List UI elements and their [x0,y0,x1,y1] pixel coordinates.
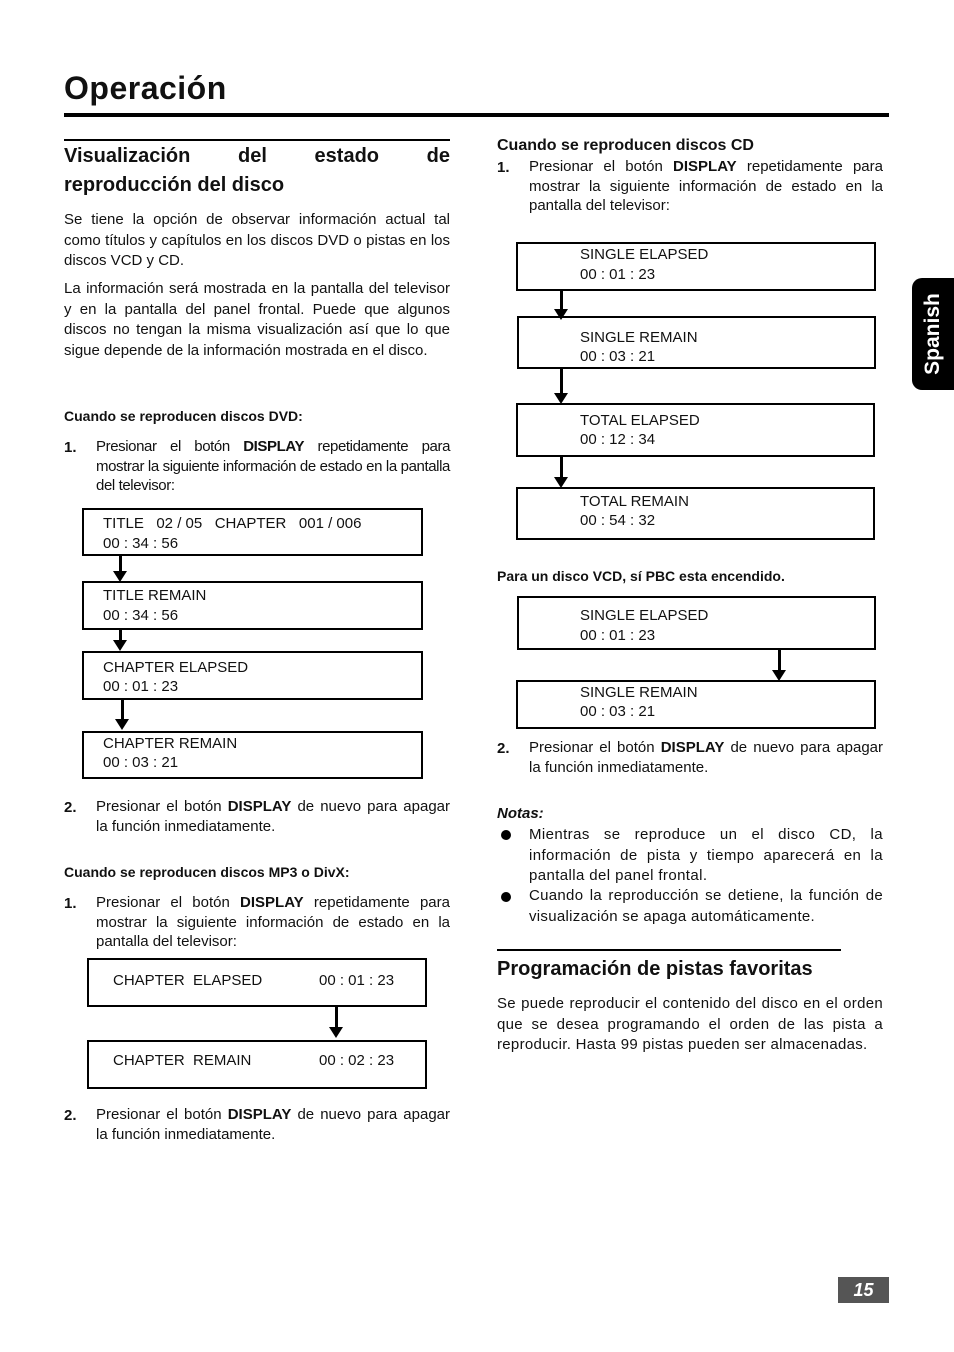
cd-status-box: SINGLE REMAIN 00 : 03 : 21 [517,316,876,369]
cd-step1-text: Presionar el botón DISPLAY repetidamente para mostrar la siguiente información de estado en la pantalla del televisor: [529,158,883,214]
note-item: Mientras se reproduce un el disco CD, la información de pista y tiempo aparecerá en la pantalla del panel frontal. [529,826,883,884]
mp3-step1-text: Presionar el botón DISPLAY repetidamente para mostrar la siguiente información de estado en la pantalla del televisor: [96,894,450,950]
page-title: Operación [64,70,227,106]
arrow-down-icon [329,1007,343,1038]
mp3-step2-text: Presionar el botón DISPLAY de nuevo para apagar la función inmediatamente. [96,1106,451,1143]
dvd-step2-text: Presionar el botón DISPLAY de nuevo para apagar la función inmediatamente. [96,798,451,835]
arrow-down-icon [115,700,129,730]
dvd-status-box: CHAPTER REMAIN 00 : 03 : 21 [82,731,423,779]
vcd-step2-text: Presionar el botón DISPLAY de nuevo para apagar la función inmediatamente. [529,739,884,776]
cd-status-box: TOTAL REMAIN 00 : 54 : 32 [516,487,875,540]
display-info-paragraph: La información será mostrada en la pantalla del televisor y en la pantalla del panel frontal. Puede que algunos discos no tengan la misma visualización así que lo que sigue depende de la información mostrada en el disco. [64,280,450,359]
mp3-step2-number: 2. [64,1107,77,1124]
cd-step1-number: 1. [497,159,510,176]
arrow-down-icon [113,556,127,582]
favorites-heading: Programación de pistas favoritas [497,958,813,980]
arrow-down-icon [772,650,786,681]
cd-status-box: TOTAL ELAPSED 00 : 12 : 34 [516,403,875,457]
mp3-subheading: Cuando se reproducen discos MP3 o DivX: [64,864,350,880]
dvd-step2-number: 2. [64,799,77,816]
dvd-subheading: Cuando se reproducen discos DVD: [64,408,303,424]
page-number: 15 [838,1277,889,1303]
mp3-status-box: CHAPTER ELAPSED 00 : 01 : 23 [87,958,427,1007]
notes-heading: Notas: [497,805,544,822]
dvd-status-box: CHAPTER ELAPSED 00 : 01 : 23 [82,651,423,700]
dvd-status-box: TITLE REMAIN 00 : 34 : 56 [82,581,423,630]
mp3-status-box: CHAPTER REMAIN 00 : 02 : 23 [87,1040,427,1089]
arrow-down-icon [554,369,568,404]
display-heading-line2: reproducción del disco [64,174,285,196]
vcd-subheading: Para un disco VCD, sí PBC esta encendido. [497,568,785,584]
language-tab-label: Spanish [921,293,944,375]
arrow-down-icon [113,630,127,651]
display-intro-paragraph: Se tiene la opción de observar información actual tal como títulos y capítulos en los discos DVD o pistas en los discos VCD y CD. [64,211,450,269]
dvd-step1-text: Presionar el botón DISPLAY repetidamente para mostrar la siguiente información de estado en la pantalla del televisor: [96,438,451,494]
bullet-icon [501,892,511,902]
display-heading-line1: Visualización del estado de [64,145,450,167]
vcd-step2-number: 2. [497,740,510,757]
vcd-status-box: SINGLE REMAIN 00 : 03 : 21 [516,680,876,729]
section-rule-display [64,139,450,141]
section-rule-favorites [497,949,841,951]
dvd-status-box: TITLE 02 / 05 CHAPTER 001 / 006 00 : 34 : 56 [82,508,423,556]
note-item: Cuando la reproducción se detiene, la función de visualización se apaga automáticamente. [529,887,883,925]
arrow-down-icon [554,457,568,488]
cd-subheading: Cuando se reproducen discos CD [497,137,754,154]
mp3-step1-number: 1. [64,895,77,912]
dvd-step1-number: 1. [64,439,77,456]
language-tab [912,278,954,390]
cd-status-box: SINGLE ELAPSED 00 : 01 : 23 [516,242,876,291]
vcd-status-box: SINGLE ELAPSED 00 : 01 : 23 [517,596,876,650]
bullet-icon [501,830,511,840]
favorites-paragraph: Se puede reproducir el contenido del disco en el orden que se desea programando el orden de las pista a reproducir. Hasta 99 pistas pueden ser almacenadas. [497,995,883,1053]
title-rule [64,113,889,117]
